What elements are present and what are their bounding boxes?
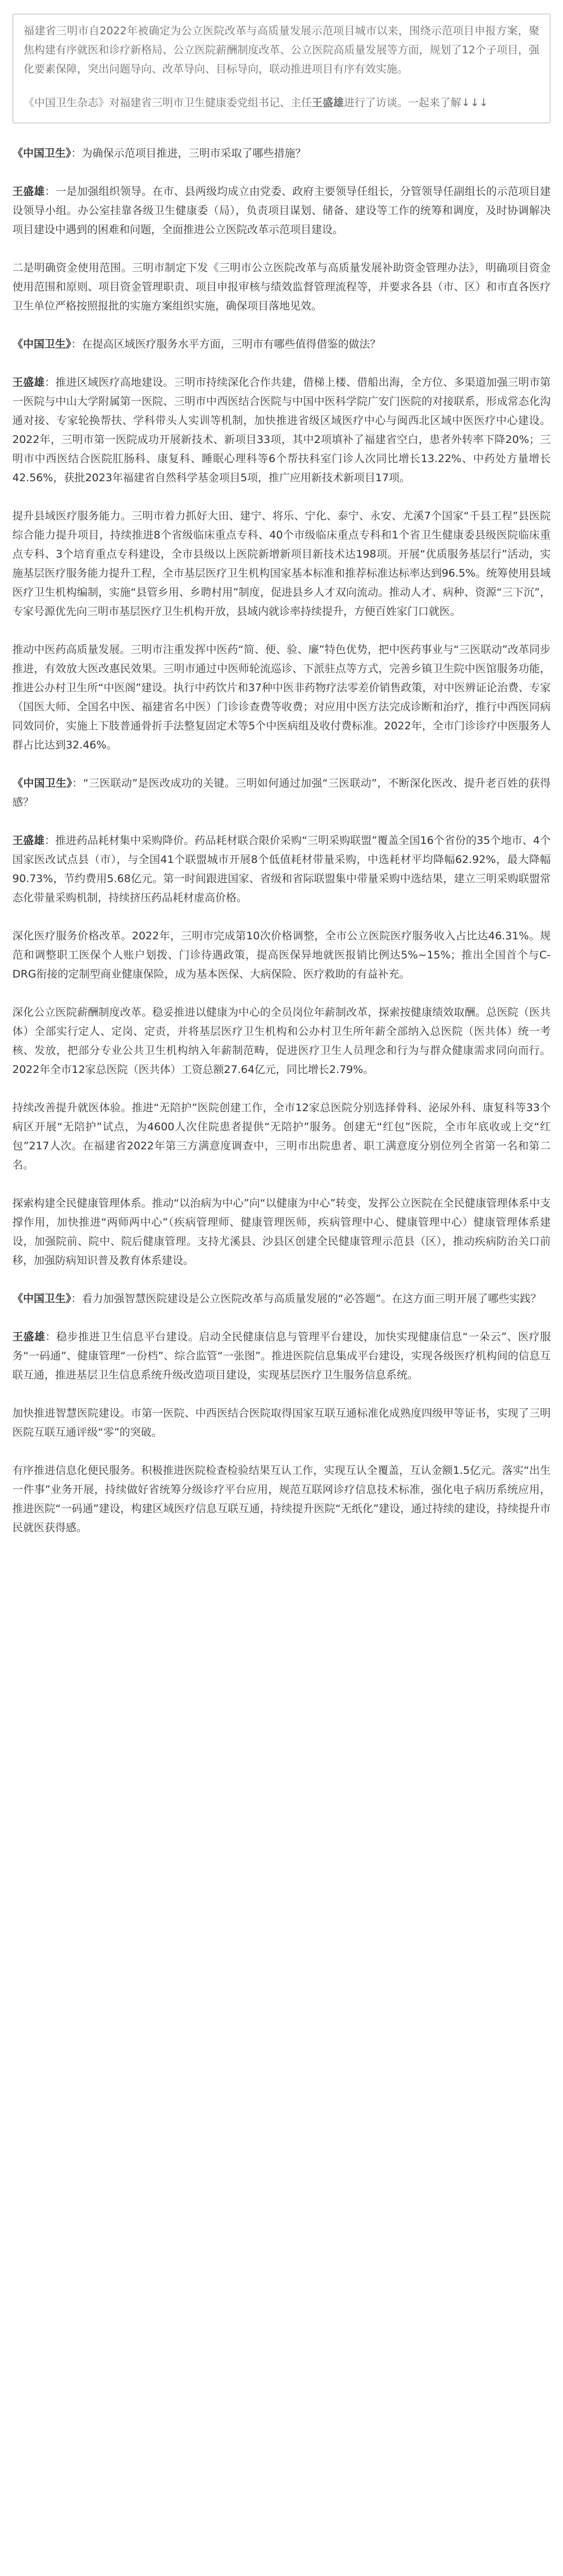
interview-content [0,124,563,1537]
answer-1-2: 二是明确资金使用范围。三明市制定下发《三明市公立医院改革与高质量发展补助资金管理办法》，明确项目资金使用范围和原则、项目资金管理职责、项目申报审核与绩效监督管理流程等，并要求各县（市、区）和市直各医疗卫生单位严格按照报批的实施方案组织实施，确保项目落地见效。 [12,262,551,312]
answer-3-5: 探索构建全民健康管理体系。推动“以治病为中心”向“以健康为中心”转变，发挥公立医院在全民健康管理体系中支撑作用，加快推进“两师两中心”（疾病管理师、健康管理医师，疾病管理中心、健康管理中心）健康管理体系建设，加强院前、院中、院后健康管理。支持尤溪县、沙县区创建全民健康管理示范县（区），推动疾病防治关口前移，加强防病知识普及教育体系建设。 [12,1197,551,1267]
question-2: 《中国卫生》：在提高区域医疗服务水平方面，三明市有哪些值得借鉴的做法？ [12,338,381,350]
speaker-label: 王盛雄 [12,1331,46,1343]
magazine-label: 《中国卫生》 [12,1292,71,1305]
answer-3-1: 王盛雄：推进药品耗材集中采购降价。药品耗材联合限价采购“三明采购联盟”覆盖全国16个省份的35个地市、4个国家医改试点县（市），与全国41个联盟城市开展8个低值耗材带量采购，中选耗材平均降幅62.92%，最大降幅90.73%，节约费用5.68亿元。第一时间跟进国家、省级和省际联盟集中带量采购中选结果，建立三明采购联盟常态化带量采购机制，持续挤压药品耗材虚高价格。 [12,834,551,904]
magazine-label: 《中国卫生》 [12,147,71,159]
question-1: 《中国卫生》：为确保示范项目推进，三明市采取了哪些措施？ [12,147,306,159]
question-4: 《中国卫生》：看力加强智慧医院建设是公立医院改革与高质量发展的“必答题”。在这方面三明开展了哪些实践？ [12,1292,542,1305]
speaker-label: 王盛雄 [12,834,45,847]
answer-2-1: 王盛雄：推进区域医疗高地建设。三明市持续深化合作共建，借梯上楼、借船出海，全方位、多渠道加强三明市第一医院与中山大学附属第一医院、三明市中西医结合医院与中国中医科学院广安门医院的对接联系，形成常态化沟通对接、专家轮换帮扶、学科带头人实训等机制，加快推进省级区域医疗中心与闽西北区域中医医疗中心建设。2022年，三明市第一医院成功开展新技术、新项目33项，其中2项填补了福建省空白，患者外转率下降20%；三明市中西医结合医院肛肠科、康复科、睡眠心理科等6个帮扶科室门诊人次同比增长13.22%、中药处方量增长42.56%，获批2023年福建省自然科学基金项目5项，推广应用新技术新项目17项。 [12,376,551,484]
answer-1-1: 王盛雄：一是加强组织领导。在市、县两级均成立由党委、政府主要领导任组长，分管领导任副组长的示范项目建设领导小组。办公室挂靠各级卫生健康委（局），负责项目谋划、储备、建设等工作的统筹和调度，及时协调解决项目建设中遇到的困难和问题，全面推进公立医院改革示范项目建设。 [12,185,551,236]
magazine-label: 《中国卫生》 [12,777,72,789]
answer-4-2: 加快推进智慧医院建设。市第一医院、中西医结合医院取得国家互联互通标准化成熟度四级甲等证书，实现了三明医院互联互通评级“零”的突破。 [12,1407,551,1438]
answer-3-4: 持续改善提升就医体验。推进“无陪护”医院创建工作，全市12家总医院分别选择骨科、泌尿外科、康复科等33个病区开展“无陪护”试点，为4600人次住院患者提供“无陪护”服务。创建无“红包”医院，全市年底收或上交“红包”217人次。在福建省2022年第三方满意度调查中，三明市出院患者、职工满意度分别位列全省第一名和第二名。 [12,1102,551,1171]
speaker-label: 王盛雄 [12,185,45,198]
intro-interview-note: 《中国卫生杂志》对福建省三明市卫生健康委党组书记、主任王盛雄进行了访谈。一起来了解↓↓↓ [24,97,488,109]
answer-3-3: 深化公立医院薪酬制度改革。稳妥推进以健康为中心的全员岗位年薪制改革，探索按健康绩效取酬。总医院（医共体）全部实行定人、定岗、定责，并将基层医疗卫生机构和公办村卫生所年薪全部纳入总医院（医共体）统一考核、发放，把部分专业公共卫生机构纳入年薪制范畴，促进医疗卫生人员理念和行为与群众健康需求同向而行。2022年全市12家总医院（医共体）工资总额27.64亿元，同比增长2.79%。 [12,1006,551,1076]
question-3: 《中国卫生》：“三医联动”是医改成功的关键。三明如何通过加强“三医联动”，不断深化医改、提升老百姓的获得感？ [12,777,551,809]
interviewee-name: 王盛雄 [312,97,344,109]
magazine-label: 《中国卫生》 [12,338,71,350]
answer-2-2: 提升县域医疗服务能力。三明市着力抓好大田、建宁、将乐、宁化、泰宁、永安、尤溪7个国家“千县工程”县医院综合能力提升项目，持续推进8个省级临床重点专科、40个市级临床重点专科和1个省卫生健康委县级医院临床重点专科、3个培育重点专科建设，全市县级以上医院新增新项目新技术达198项。开展“优质服务基层行”活动，实施基层医疗服务能力提升工程，全市基层医疗卫生机构国家基本标准和推荐标准达标率达到96.5%。统筹使用县域医疗卫生机构编制，实施“县管乡用、乡聘村用”制度，促进县乡人才双向流动。推动人才、病种、资源“三下沉”，专家号源优先向三明市基层医疗卫生机构开放，县域内就诊率持续提升，方便百姓家门口就医。 [12,510,551,618]
answer-2-3: 推动中医药高质量发展。三明市注重发挥中医药“简、便、验、廉”特色优势，把中医药事业与“三医联动”改革同步推进，有效放大医改惠民效果。三明市通过中医师轮流巡诊、下派驻点等方式，完善乡镇卫生院中医馆服务功能，推进公办村卫生所“中医阁”建设。执行中药饮片和37种中医非药物疗法零差价销售政策，对中医辨证论治费、专家（国医大师、全国名中医、福建省名中医）门诊诊查费等收费；对应用中医方法完成诊断和治疗，推行中西医同病同效同价，实施上下肢普通骨折手法整复固定术等5个中医病组及收付费标准。2022年，全市门诊诊疗中医服务人群占比达到32.46%。 [12,643,551,751]
speaker-label: 王盛雄 [12,376,45,389]
answer-4-1: 王盛雄：稳步推进卫生信息平台建设。启动全民健康信息与管理平台建设，加快实现健康信息“一朵云”、医疗服务“一码通”、健康管理“一份档”、综合监管“一张图”。推进医院信息集成平台建设，实现各级医疗机构间的信息互联互通，推进基层卫生信息系统升级改造项目建设，实现基层医疗卫生服务信息系统。 [12,1331,551,1381]
article-page [0,13,563,2576]
intro-paragraph: 福建省三明市自2022年被确定为公立医院改革与高质量发展示范项目城市以来，围绕示范项目申报方案，聚焦构建有序就医和诊疗新格局、公立医院薪酬制度改革、公立医院高质量发展等方面，规划了12个子项目，强化要素保障，突出问题导向、改革导向、目标导向，联动推进项目有序有效实施。 [24,25,539,75]
answer-4-3: 有序推进信息化便民服务。积极推进医院检查检验结果互认工作，实现互认全覆盖，互认金额1.5亿元。落实“出生一件事”业务开展，持续做好省统筹分级诊疗平台应用，规范互联网诊疗信息技术标准，强化电子病历系统应用，推进医院“一码通”建设，构建区域医疗信息互联互通，持续提升医院“无纸化”建设，通过持续的建设，持续提升市民就医获得感。 [12,1464,551,1534]
answer-3-2: 深化医疗服务价格改革。2022年，三明市完成第10次价格调整，全市公立医院医疗服务收入占比达46.31%。规范和调整职工医保个人账户划拨、门诊待遇政策，提高医保异地就医报销比例达5%~15%；推出全国首个与C-DRG衔接的定制型商业健康保险，成为基本医保、大病保险、医疗救助的有益补充。 [12,930,551,980]
intro-summary-box [12,13,551,124]
